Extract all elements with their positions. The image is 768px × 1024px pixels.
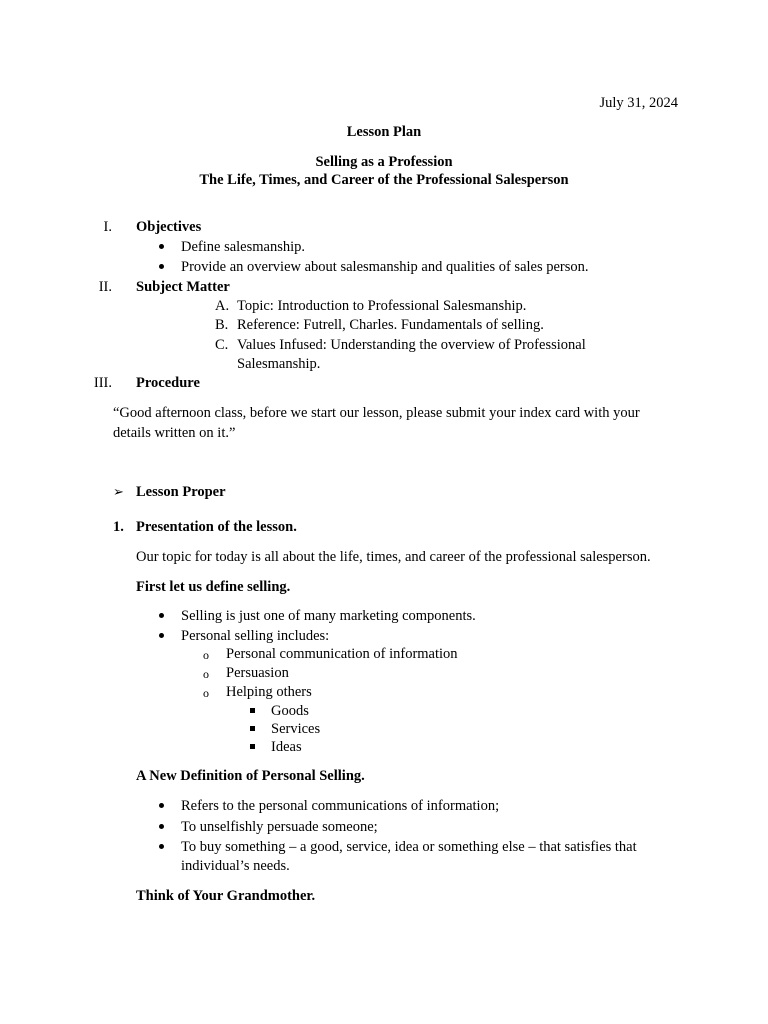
list-item: Provide an overview about salesmanship and qualities of sales person. [181, 259, 589, 275]
procedure-quote-continuation: details written on it.” [113, 425, 236, 441]
section-numeral-subject-matter: II. [98, 279, 112, 295]
bullet-square [250, 744, 255, 749]
bullet-dot [159, 824, 164, 829]
list-item: Selling is just one of many marketing components. [181, 608, 476, 624]
bullet-dot [159, 633, 164, 638]
document-subtitle-2: The Life, Times, and Career of the Professional Salesperson [199, 172, 569, 188]
list-item: Services [271, 721, 321, 737]
grandmother-heading: Think of Your Grandmother. [136, 888, 316, 904]
document-title: Lesson Plan [346, 124, 422, 140]
document-date: July 31, 2024 [599, 95, 678, 111]
new-definition-heading: A New Definition of Personal Selling. [136, 768, 365, 784]
section-heading-objectives: Objectives [136, 219, 202, 235]
bullet-circle-icon: o [203, 667, 209, 681]
list-item: Persuasion [226, 665, 289, 681]
arrow-bullet-icon: ➢ [113, 484, 124, 499]
section-heading-subject-matter: Subject Matter [136, 279, 230, 295]
bullet-dot [159, 264, 164, 269]
list-item: Refers to the personal communications of information; [181, 798, 500, 814]
presentation-intro: Our topic for today is all about the life, times, and career of the professional salesperson. [136, 549, 651, 565]
section-heading-procedure: Procedure [136, 375, 200, 391]
list-letter: B. [215, 317, 229, 333]
list-item: Personal selling includes: [181, 628, 330, 644]
bullet-dot [159, 244, 164, 249]
section-numeral-procedure: III. [93, 375, 112, 391]
define-selling-heading: First let us define selling. [136, 579, 291, 595]
list-item: To unselfishly persuade someone; [181, 819, 378, 835]
list-item: Personal communication of information [226, 646, 458, 662]
list-item: Define salesmanship. [181, 239, 306, 255]
list-item-continuation: Salesmanship. [237, 356, 321, 372]
list-item: Reference: Futrell, Charles. Fundamentals of selling. [237, 317, 544, 333]
lesson-proper-heading: Lesson Proper [136, 484, 226, 500]
list-letter: A. [215, 298, 230, 314]
list-item: To buy something – a good, service, idea or something else – that satisfies that [181, 839, 637, 855]
bullet-circle-icon: o [203, 648, 209, 662]
document-subtitle: Selling as a Profession [315, 154, 453, 170]
bullet-dot [159, 803, 164, 808]
list-item: Helping others [226, 684, 312, 700]
bullet-circle-icon: o [203, 686, 209, 700]
procedure-quote: “Good afternoon class, before we start our lesson, please submit your index card with your [113, 405, 640, 421]
section-numeral-objectives: I. [103, 219, 112, 235]
list-item: Ideas [271, 739, 302, 755]
list-item-continuation: individual’s needs. [181, 858, 290, 874]
presentation-heading: Presentation of the lesson. [136, 519, 297, 535]
bullet-dot [159, 844, 164, 849]
presentation-number: 1. [113, 519, 124, 535]
bullet-square [250, 726, 255, 731]
bullet-dot [159, 613, 164, 618]
list-item: Topic: Introduction to Professional Salesmanship. [237, 298, 527, 314]
list-item: Goods [271, 703, 309, 719]
bullet-square [250, 708, 255, 713]
list-item: Values Infused: Understanding the overview of Professional [237, 337, 586, 353]
list-letter: C. [215, 337, 229, 353]
